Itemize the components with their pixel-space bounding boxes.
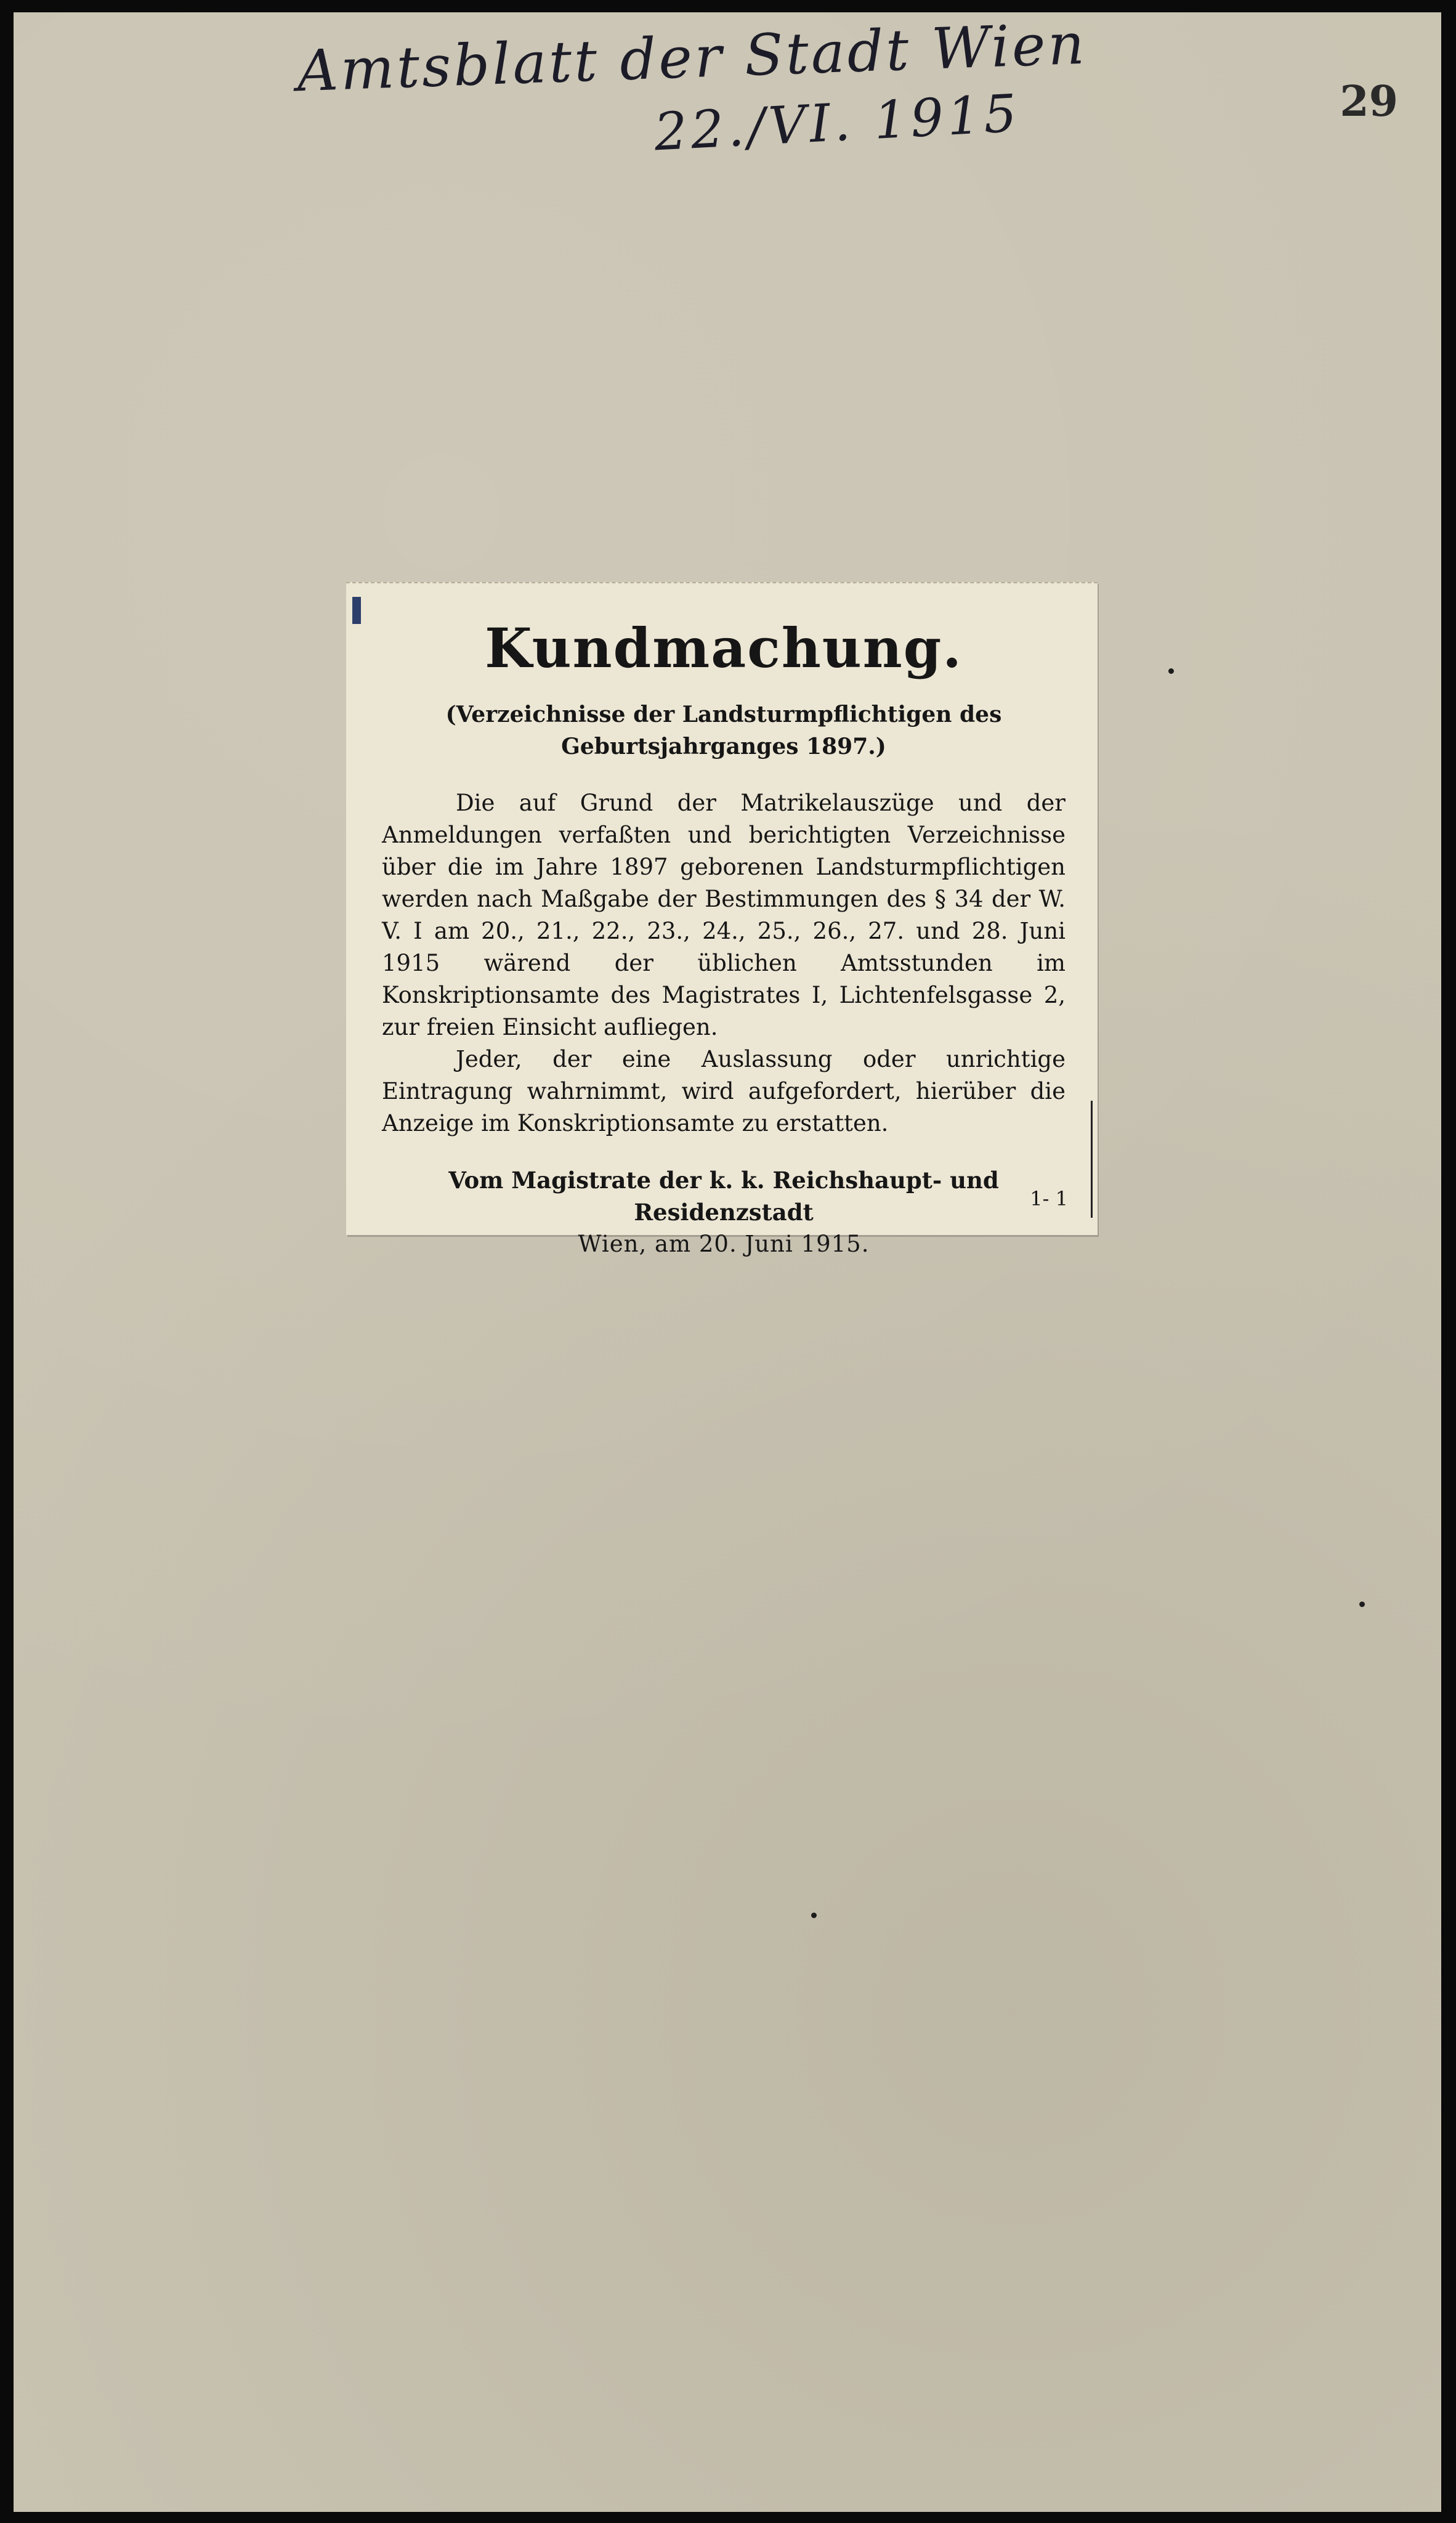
handwritten-source-title: Amtsblatt der Stadt Wien [296,10,1088,105]
paper-speck [1359,1602,1365,1607]
handwritten-date: 22./VI. 1915 [652,83,1022,163]
clipping-edge-rule [1091,1101,1093,1218]
newspaper-clipping [346,582,1098,1257]
paper-speck [811,1913,817,1918]
notice-text-block [382,611,1066,1260]
paper-speck [1168,668,1174,674]
notice-heading: Kundmachung. [485,616,963,680]
ink-mark [352,597,361,624]
notice-paragraph-2: Jeder, der eine Auslassung oder unrichtige Eintragung wahrnimmt, wird aufgefordert, hierüber die Anzeige im Konskriptionsamte zu erstatten. [382,1046,1066,1136]
notice-paragraph-1: Die auf Grund der Matrikelauszüge und der Anmeldungen verfaßten und berichtigten Verzeichnisse über die im Jahre 1897 geborenen Landsturmpflichtigen werden nach Maßgabe der Bestimmungen des § 34 der W. V. I am 20., 21., 22., 23., 24., 25., 26., 27. und 28. Juni 1915 wärend der üblichen Amtsstunden im Konskriptionsamte des Magistrates I, Lichtenfelsgasse 2, zur freien Einsicht aufliegen. [382,790,1066,1040]
notice-reference-code: 1- 1 [1030,1187,1068,1210]
notice-subheading: (Verzeichnisse der Landsturmpflichtigen des Geburtsjahrganges 1897.) [445,702,1002,759]
archive-sheet [14,12,1441,2512]
notice-place-date: Wien, am 20. Juni 1915. [578,1231,870,1257]
page-number: 29 [1340,77,1398,126]
notice-signature: Vom Magistrate der k. k. Reichshaupt- und Residenzstadt [448,1167,999,1226]
